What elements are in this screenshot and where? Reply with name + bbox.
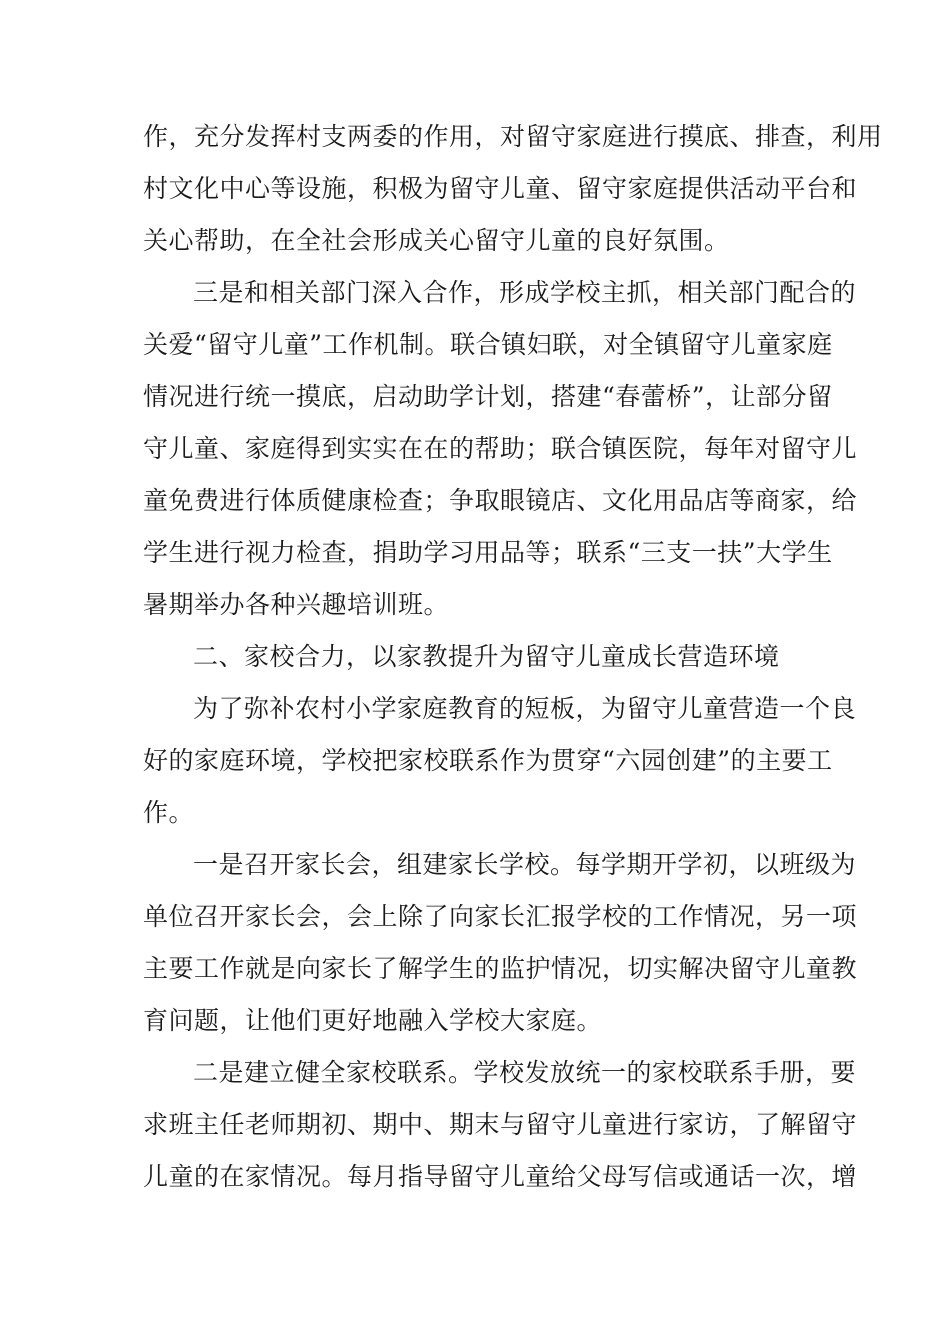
text-line: 情况进行统一摸底，启动助学计划，搭建“春蕾桥”，让部分留 — [143, 382, 833, 411]
text-line: 育问题，让他们更好地融入学校大家庭。 — [143, 1006, 603, 1035]
text-line: 好的家庭环境，学校把家校联系作为贯穿“六园创建”的主要工 — [143, 746, 833, 775]
text-line: 一是召开家长会，组建家长学校。每学期开学初，以班级为 — [193, 850, 857, 879]
text-line: 作，充分发挥村支两委的作用，对留守家庭进行摸底、排查，利用 — [143, 122, 883, 151]
text-line: 儿童的在家情况。每月指导留守儿童给父母写信或通话一次，增 — [143, 1162, 858, 1191]
text-line: 关爱“留守儿童”工作机制。联合镇妇联，对全镇留守儿童家庭 — [143, 330, 833, 359]
text-line: 关心帮助，在全社会形成关心留守儿童的良好氛围。 — [143, 226, 730, 255]
text-line: 三是和相关部门深入合作，形成学校主抓，相关部门配合的 — [193, 278, 857, 307]
text-line: 作。 — [143, 798, 195, 827]
text-line: 村文化中心等设施，积极为留守儿童、留守家庭提供活动平台和 — [143, 174, 858, 203]
text-line: 求班主任老师期初、期中、期末与留守儿童进行家访，了解留守 — [143, 1110, 858, 1139]
text-line: 守儿童、家庭得到实实在在的帮助；联合镇医院，每年对留守儿 — [143, 434, 858, 463]
text-line: 暑期举办各种兴趣培训班。 — [143, 590, 450, 619]
text-line: 为了弥补农村小学家庭教育的短板，为留守儿童营造一个良 — [193, 694, 857, 723]
text-line: 二是建立健全家校联系。学校发放统一的家校联系手册，要 — [193, 1058, 857, 1087]
section-heading: 二、家校合力，以家教提升为留守儿童成长营造环境 — [193, 642, 780, 671]
text-line: 童免费进行体质健康检查；争取眼镜店、文化用品店等商家，给 — [143, 486, 858, 515]
text-line: 学生进行视力检查，捐助学习用品等；联系“三支一扶”大学生 — [143, 538, 833, 567]
text-line: 主要工作就是向家长了解学生的监护情况，切实解决留守儿童教 — [143, 954, 858, 983]
text-line: 单位召开家长会，会上除了向家长汇报学校的工作情况，另一项 — [143, 902, 858, 931]
